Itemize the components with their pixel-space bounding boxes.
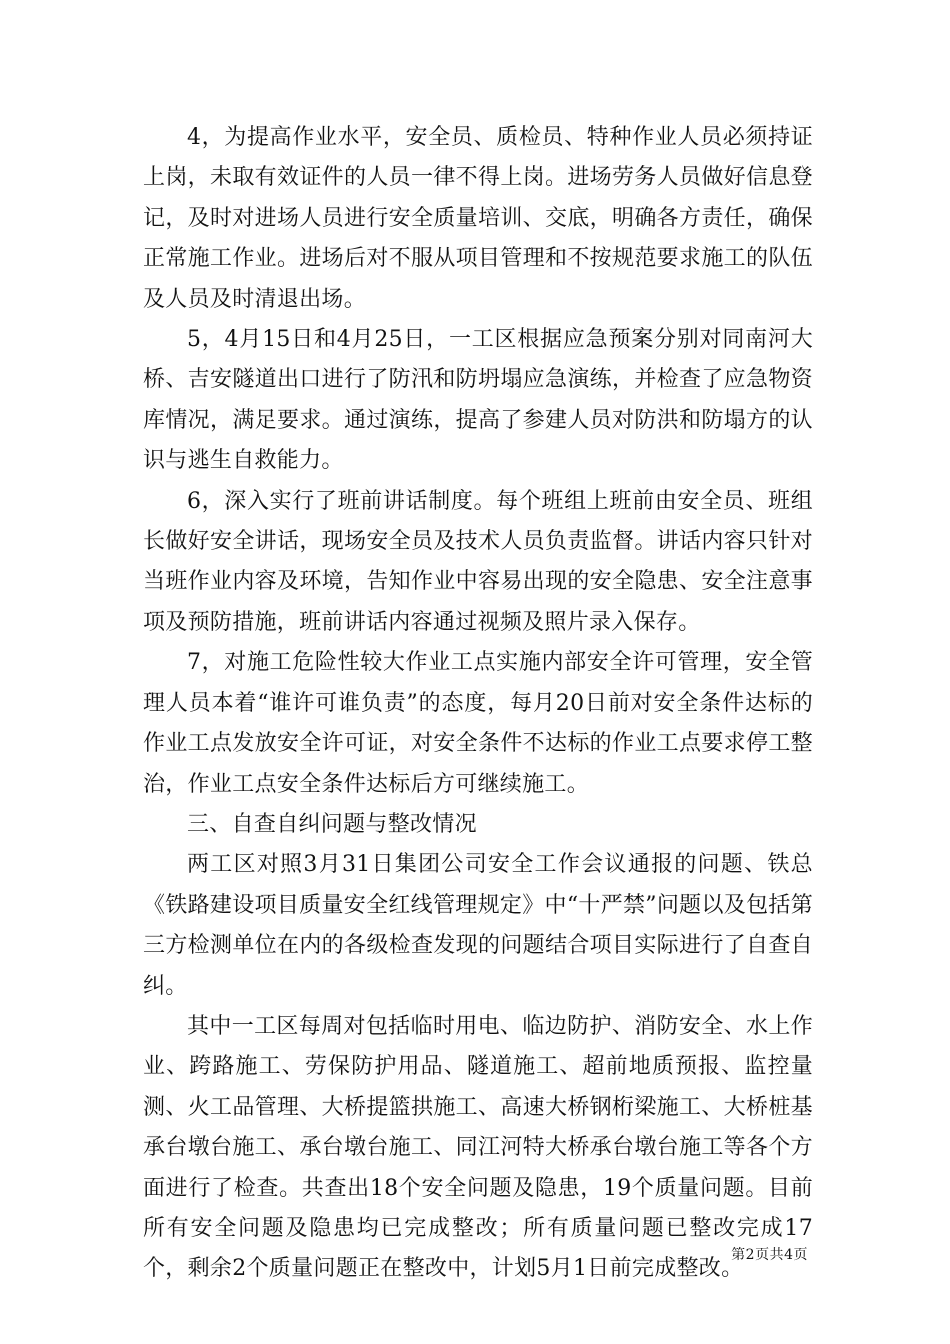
paragraph-item-6: 6，深入实行了班前讲话制度。每个班组上班前由安全员、班组长做好安全讲话，现场安全员及技术人员负责监督。讲话内容只针对当班作业内容及环境，告知作业中容易出现的安全隐患、安全注意事项及预防措施，班前讲话内容通过视频及照片录入保存。 (143, 488, 813, 635)
paragraph-item-4: 4，为提高作业水平，安全员、质检员、特种作业人员必须持证上岗，未取有效证件的人员一律不得上岗。进场劳务人员做好信息登记，及时对进场人员进行安全质量培训、交底，明确各方责任，确保正常施工作业。进场后对不服从项目管理和不按规范要求施工的队伍及人员及时清退出场。 (143, 125, 813, 312)
section-paragraph-inspection-results: 其中一工区每周对包括临时用电、临边防护、消防安全、水上作业、跨路施工、劳保防护用品、隧道施工、超前地质预报、监控量测、火工品管理、大桥提篮拱施工、高速大桥钢桁梁施工、大桥桩基承台墩台施工、承台墩台施工、同江河特大桥承台墩台施工等各个方面进行了检查。共查出18个安全问题及隐患，19个质量问题。目前所有安全问题及隐患均已完成整改；所有质量问题已整改完成17个，剩余2个质量问题正在整改中，计划5月1日前完成整改。 (143, 1013, 813, 1282)
paragraph-item-5: 5，4月15日和4月25日，一工区根据应急预案分别对同南河大桥、吉安隧道出口进行了防汛和防坍塌应急演练，并检查了应急物资库情况，满足要求。通过演练，提高了参建人员对防洪和防塌方的认识与逃生自救能力。 (143, 327, 813, 474)
section-heading: 三、自查自纠问题与整改情况 (187, 811, 477, 837)
paragraph-item-7: 7，对施工危险性较大作业工点实施内部安全许可管理，安全管理人员本着“谁许可谁负责”的态度，每月20日前对安全条件达标的作业工点发放安全许可证，对安全条件不达标的作业工点要求停工整治，作业工点安全条件达标后方可继续施工。 (143, 650, 813, 797)
page-number-footer: 第2页共4页 (731, 1247, 808, 1263)
document-body (143, 118, 813, 1290)
section-paragraph-self-check: 两工区对照3月31日集团公司安全工作会议通报的问题、铁总《铁路建设项目质量安全红线管理规定》中“十严禁”问题以及包括第三方检测单位在内的各级检查发现的问题结合项目实际进行了自查自纠。 (143, 852, 813, 999)
